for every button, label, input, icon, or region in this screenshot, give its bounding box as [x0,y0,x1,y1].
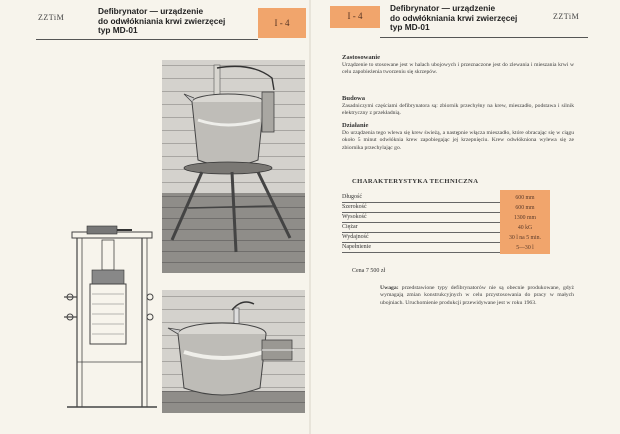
title-line: typ MD-01 [390,22,430,33]
spec-row-napelnienie [342,243,550,253]
spec-row-wysokosc [342,213,550,223]
note-paragraph [380,285,574,307]
title-line: do odwłókniania krwi zwierzęcej [390,12,518,23]
page-title-right [390,4,517,33]
spec-row-ciezar [342,223,550,233]
header-rule-right [380,37,588,38]
brand-logo-text: ZZTiM [38,13,65,22]
spec-row-dlugosc [342,193,550,203]
note-text: przedstawione typy defibrynatorów nie są obecnie produkowane, gdyż wymagają zmian konstrukcyjnych w celu przystosowania do pracy w małych ubojniach. Uruchomienie produkcji przewidywane jest w roku 1963. [380,285,575,306]
section-text-budowa: Zasadniczymi częściami defibrynatora są: zbiornik przechyłny na krew, mieszadło, podstawa i silnik elektryczny z przekładnią. [342,103,574,117]
spec-value: 40 kG [500,223,550,233]
spec-label: Ciężar [342,224,358,230]
title-line: typ MD-01 [98,25,138,36]
spec-label: Wysokość [342,214,367,220]
spec-value: 600 mm [500,193,550,203]
technical-drawing [62,222,172,412]
title-line: Defibrynator — urządzenie [98,6,204,16]
spec-value: 5—30 l [500,243,550,253]
technical-specs-heading: CHARAKTERYSTYKA TECHNICZNA [352,178,479,185]
section-text-zastosowanie: Urządzenie to stosowane jest w halach ubojowych i przeznaczone jest do zlewania i mieszania krwi w celu zapobieżenia tworzeniu się skrzepów. [342,62,574,76]
left-page [0,0,309,434]
section-heading-zastosowanie: Zastosowanie [342,54,381,61]
photo-defibrillator-stand [162,60,305,273]
page-code-badge: I - 4 [258,8,306,38]
spec-value: 600 mm [500,203,550,213]
spec-value: 1300 mm [500,213,550,223]
price-label: Cena 7 500 zł [352,268,386,274]
header-rule [36,39,258,40]
spec-row-szerokosc [342,203,550,213]
title-line: do odwłókniania krwi zwierzęcej [98,15,226,26]
spec-label: Szerokość [342,204,367,210]
section-heading-budowa: Budowa [342,95,366,102]
section-text-dzialanie: Do urządzenia tego wlewa się krew świeżą, a następnie włącza mieszadło, które obracając się w ciągu około 5 minut odwłóknia krew zapobiegając jej krzepnięciu. Krew odwłókniona wylewa się ze zbiornika przechylając go. [342,130,574,151]
photo-tilting-vessel [162,290,305,413]
page-code-badge-right: I - 4 [330,6,380,28]
spec-value: 30 l na 5 min. [500,233,550,243]
spec-label: Napełnienie [342,244,371,250]
tilting-vessel-illustration [162,290,305,413]
brand-logo-text-right: ZZTiM [553,12,580,21]
section-heading-dzialanie: Działanie [342,122,369,129]
spec-row-wydajnosc [342,233,550,243]
note-lead: Uwaga: [380,285,399,291]
title-line: Defibrynator — urządzenie [390,3,496,13]
defibrillator-stand-illustration [162,60,305,273]
page-title [98,7,225,36]
spec-label: Długość [342,194,362,200]
spec-label: Wydajność [342,234,369,240]
